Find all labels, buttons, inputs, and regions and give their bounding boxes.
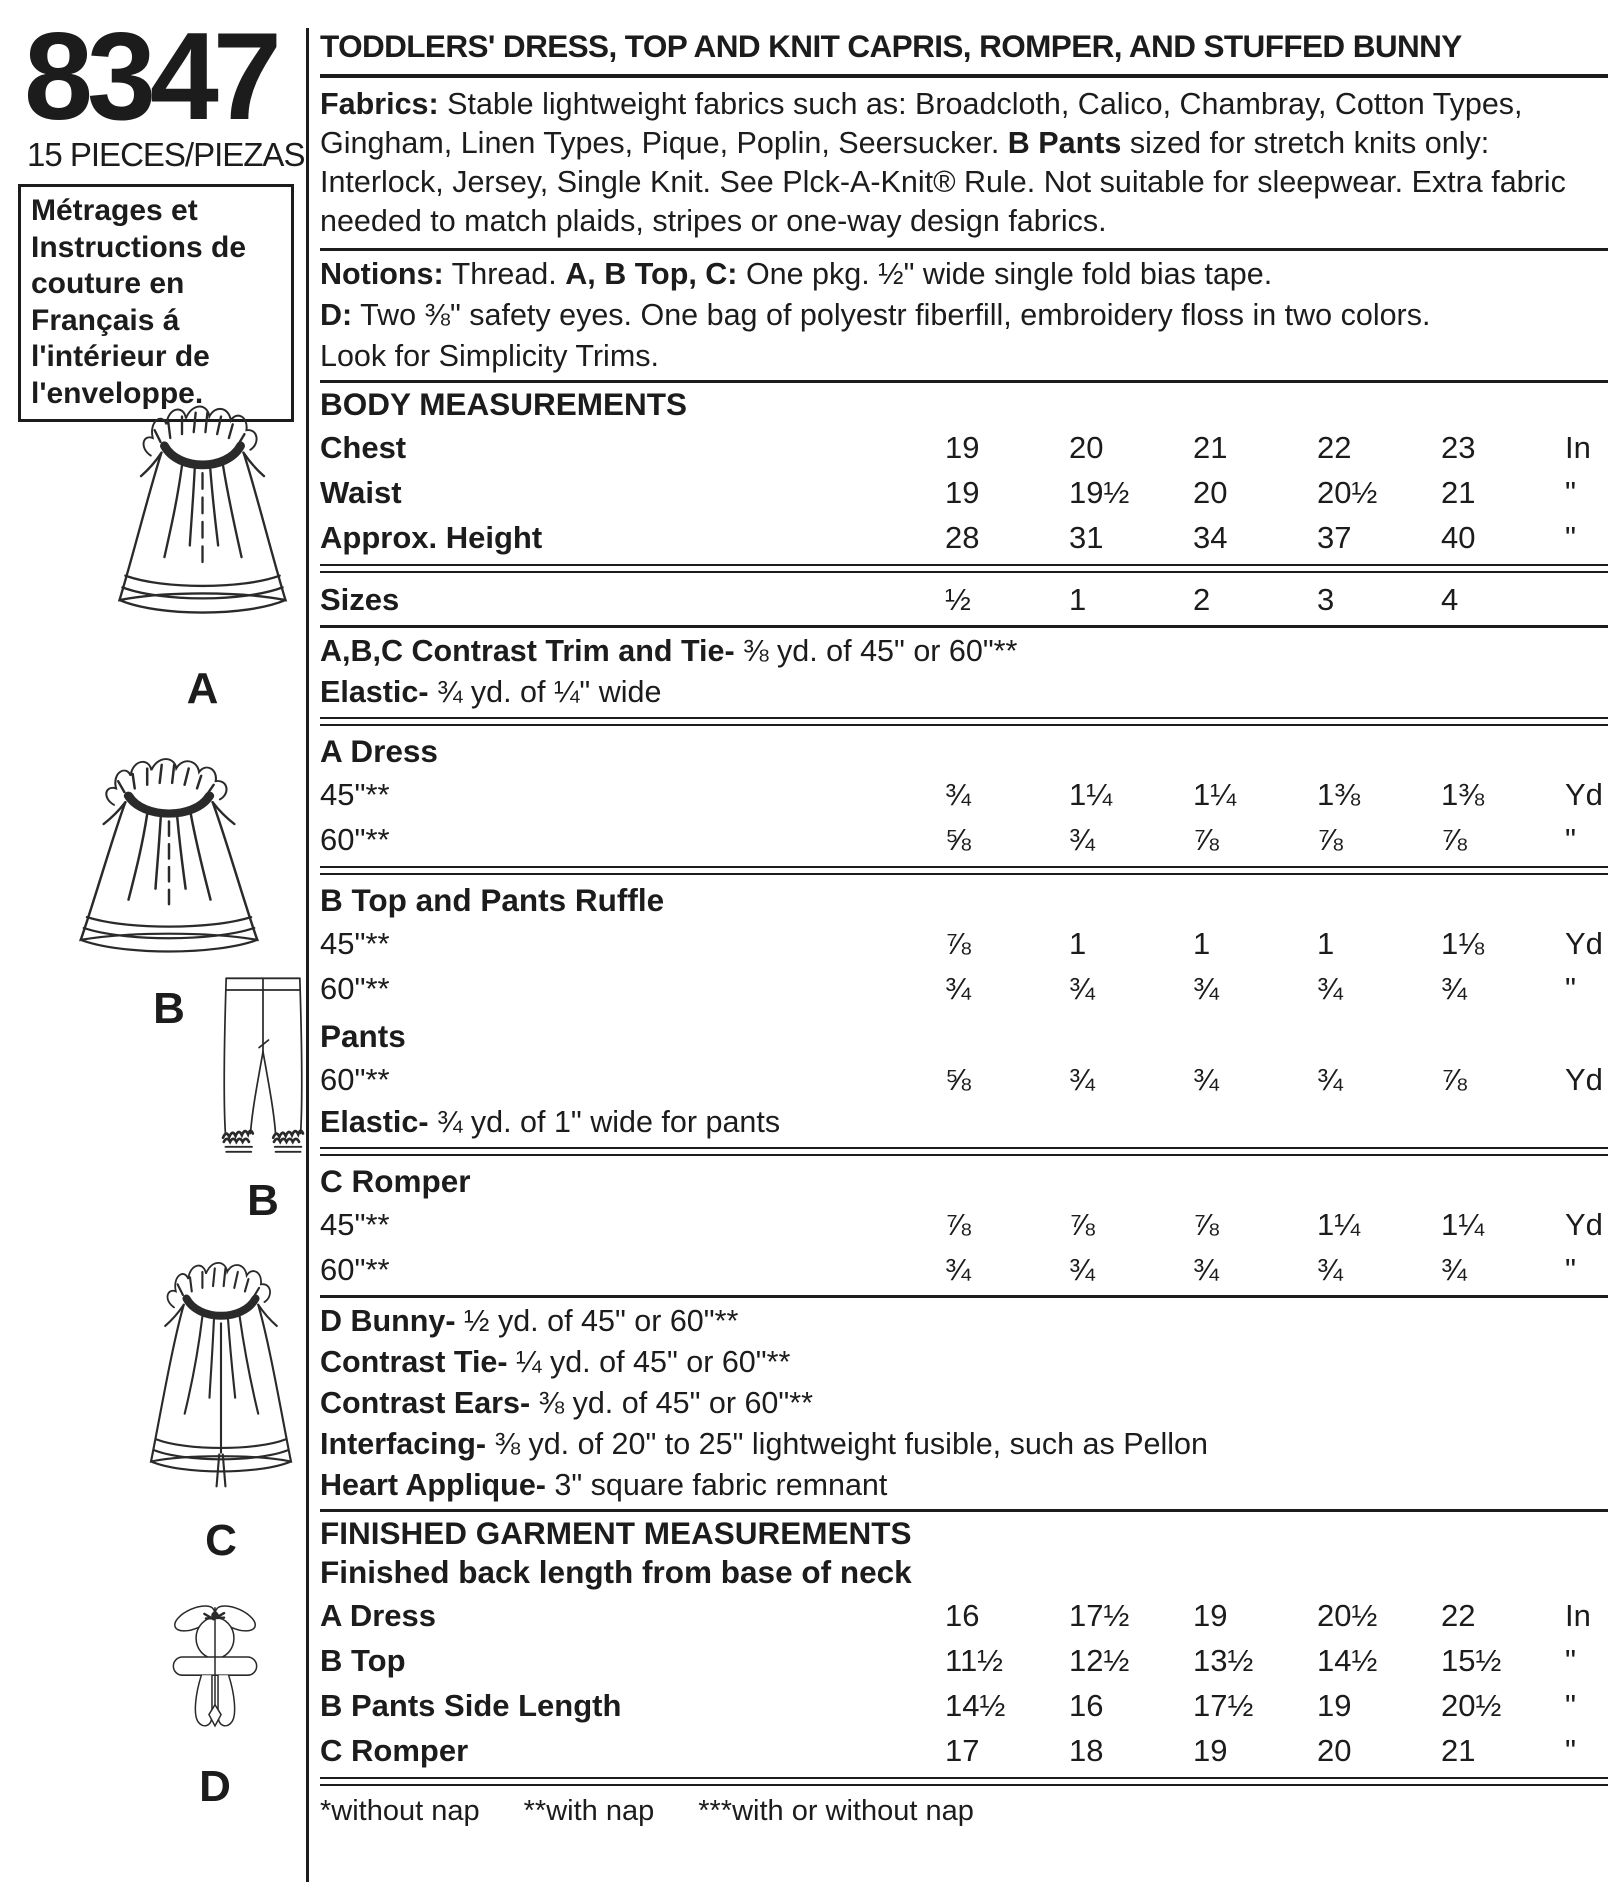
unit-cell: " xyxy=(1565,821,1577,857)
finished-value-cell: 14½ xyxy=(945,1687,1006,1723)
measure-label-cell: Sizes xyxy=(320,581,400,617)
finished-value-cell: 17½ xyxy=(1069,1597,1130,1633)
finished-value-cell: 19 xyxy=(1193,1597,1228,1633)
finished-value-cell: 21 xyxy=(1441,1732,1476,1768)
requirement-line xyxy=(320,1342,1608,1383)
trim-line-label: Elastic- xyxy=(320,675,429,709)
requirement-line xyxy=(320,1301,1608,1342)
notions-d-label: D: xyxy=(320,298,353,332)
figure-label-b-top: B xyxy=(153,984,185,1033)
unit-cell: " xyxy=(1565,519,1577,555)
finished-value-cell: 16 xyxy=(1069,1687,1104,1723)
pieces-count: 15 PIECES/PIEZAS xyxy=(27,136,305,173)
width-label-cell: 60"** xyxy=(320,1061,390,1097)
pants-rows xyxy=(320,1057,1608,1102)
finished-value-cell: 15½ xyxy=(1441,1642,1502,1678)
notions-text-2: One pkg. ½" wide single fold bias tape. xyxy=(745,257,1273,291)
notions-label: Notions: xyxy=(320,257,444,291)
b-ruffle-yardage-table xyxy=(320,921,1608,1011)
top-b-illustration xyxy=(60,752,278,980)
body-measurements-rows xyxy=(320,425,1608,560)
sizes-table xyxy=(320,577,1608,622)
capris-b-illustration xyxy=(216,970,310,1166)
yardage-value-cell: ⅝ xyxy=(945,1061,971,1097)
yardage-value-cell: ⅝ xyxy=(945,821,971,857)
french-note-box: Métrages et Instructions de couture en Français á l'intérieur de l'enveloppe. xyxy=(18,184,294,422)
requirement-line xyxy=(320,1383,1608,1424)
finished-rows xyxy=(320,1593,1608,1773)
unit-cell: " xyxy=(1565,1251,1577,1287)
b-ruffle-rows xyxy=(320,921,1608,1011)
table-row xyxy=(320,1638,1608,1683)
footnote-item: *without nap xyxy=(320,1795,480,1827)
requirement-line xyxy=(320,1424,1608,1465)
yardage-value-cell: 1 xyxy=(1069,925,1087,961)
yardage-value-cell: ¾ xyxy=(1317,1061,1343,1097)
yardage-value-cell: 1⅛ xyxy=(1441,925,1485,961)
nap-footnotes xyxy=(320,1795,1608,1828)
trim-line-text: ⅜ yd. of 45" or 60"** xyxy=(743,634,1018,668)
yardage-value-cell: ⅞ xyxy=(1441,1061,1467,1097)
rule-below-sizes xyxy=(320,625,1608,628)
unit-cell: " xyxy=(1565,1642,1577,1678)
rule-above-footnotes xyxy=(320,1777,1608,1786)
rule-after-a-dress xyxy=(320,866,1608,875)
yardage-value-cell: ¾ xyxy=(1317,1251,1343,1287)
table-row xyxy=(320,817,1608,862)
measure-value-cell: 21 xyxy=(1441,474,1476,510)
unit-cell: Yd xyxy=(1565,1206,1603,1242)
width-label-cell: 45"** xyxy=(320,1206,390,1242)
rule-after-c-romper xyxy=(320,1295,1608,1298)
pants-elastic-text: ¾ yd. of 1" wide for pants xyxy=(436,1105,781,1139)
measure-value-cell: 1 xyxy=(1069,581,1087,617)
a-dress-yardage-table xyxy=(320,772,1608,862)
table-row xyxy=(320,1728,1608,1773)
pattern-number: 8347 xyxy=(24,8,276,146)
yardage-value-cell: ⅞ xyxy=(945,925,971,961)
rule-after-fabrics xyxy=(320,248,1608,251)
c-romper-rows xyxy=(320,1202,1608,1292)
unit-cell: " xyxy=(1565,970,1577,1006)
width-label-cell: 60"** xyxy=(320,970,390,1006)
requirement-text: ¼ yd. of 45" or 60"** xyxy=(516,1345,791,1379)
unit-cell: " xyxy=(1565,1732,1577,1768)
sizes-rows xyxy=(320,577,1608,622)
body-measurements-heading: BODY MEASUREMENTS xyxy=(320,386,687,422)
rule-above-sizes xyxy=(320,564,1608,573)
c-romper-heading: C Romper xyxy=(320,1163,471,1199)
yardage-value-cell: ¾ xyxy=(1193,1061,1219,1097)
unit-cell: Yd xyxy=(1565,1061,1603,1097)
finished-value-cell: 22 xyxy=(1441,1597,1476,1633)
measure-label-cell: Chest xyxy=(320,429,407,465)
measure-value-cell: 3 xyxy=(1317,581,1335,617)
table-row xyxy=(320,966,1608,1011)
finished-measurements-heading: FINISHED GARMENT MEASUREMENTS xyxy=(320,1515,912,1551)
rule-after-notions xyxy=(320,380,1608,383)
table-row xyxy=(320,1202,1608,1247)
finished-value-cell: 16 xyxy=(945,1597,980,1633)
yardage-value-cell: ¾ xyxy=(1441,970,1467,1006)
yardage-value-cell: 1¼ xyxy=(1069,776,1113,812)
measure-value-cell: 19 xyxy=(945,474,980,510)
yardage-value-cell: ¾ xyxy=(945,1251,971,1287)
table-row xyxy=(320,515,1608,560)
yardage-value-cell: ¾ xyxy=(1317,970,1343,1006)
a-dress-rows xyxy=(320,772,1608,862)
yardage-value-cell: ⅞ xyxy=(1317,821,1343,857)
trim-line xyxy=(320,672,1608,713)
table-row xyxy=(320,1247,1608,1292)
fabrics-label: Fabrics: xyxy=(320,87,439,121)
finished-value-cell: 19 xyxy=(1193,1732,1228,1768)
table-row xyxy=(320,425,1608,470)
b-ruffle-heading: B Top and Pants Ruffle xyxy=(320,882,665,918)
pants-elastic-line xyxy=(320,1102,1608,1143)
figure-label-d: D xyxy=(199,1762,231,1811)
requirement-label: Heart Applique- xyxy=(320,1468,546,1502)
measure-value-cell: 28 xyxy=(945,519,980,555)
measure-value-cell: 4 xyxy=(1441,581,1459,617)
yardage-value-cell: ¾ xyxy=(1069,970,1095,1006)
measure-label-cell: Approx. Height xyxy=(320,519,543,555)
measure-value-cell: 20 xyxy=(1069,429,1104,465)
unit-cell: In xyxy=(1565,429,1591,465)
yardage-value-cell: ⅞ xyxy=(1193,821,1219,857)
trim-line-label: A,B,C Contrast Trim and Tie- xyxy=(320,634,735,668)
unit-cell: Yd xyxy=(1565,776,1603,812)
body-measurements-table xyxy=(320,425,1608,560)
trim-line xyxy=(320,631,1608,672)
finished-value-cell: 12½ xyxy=(1069,1642,1130,1678)
table-row xyxy=(320,1593,1608,1638)
yardage-value-cell: ⅞ xyxy=(1441,821,1467,857)
c-romper-yardage-table xyxy=(320,1202,1608,1292)
garment-label-cell: B Pants Side Length xyxy=(320,1687,622,1723)
measure-value-cell: 37 xyxy=(1317,519,1352,555)
measure-value-cell: 31 xyxy=(1069,519,1104,555)
table-row xyxy=(320,577,1608,622)
finished-value-cell: 17 xyxy=(945,1732,980,1768)
measure-value-cell: 22 xyxy=(1317,429,1352,465)
notions-d-text: Two ⅜" safety eyes. One bag of polyestr fiberfill, embroidery floss in two colors. xyxy=(360,298,1431,332)
table-row xyxy=(320,470,1608,515)
fabrics-text-2: sized for stretch knits only: Interlock, Jersey, Single Knit. See Plck-A-Knit® Rule. Not suitable for sleepwear. Extra fabric needed to match plaids, stripes or one-way design fabrics. xyxy=(320,126,1566,238)
figure-label-a: A xyxy=(186,664,219,713)
width-label-cell: 45"** xyxy=(320,925,390,961)
table-row xyxy=(320,921,1608,966)
yardage-value-cell: ⅞ xyxy=(1193,1206,1219,1242)
unit-cell xyxy=(1565,577,1608,622)
bunny-d-illustration xyxy=(162,1588,268,1748)
width-label-cell: 60"** xyxy=(320,821,390,857)
requirement-label: Contrast Tie- xyxy=(320,1345,508,1379)
garment-label-cell: C Romper xyxy=(320,1732,469,1768)
romper-c-illustration xyxy=(128,1252,314,1508)
unit-cell: Yd xyxy=(1565,925,1603,961)
measure-value-cell: 20½ xyxy=(1317,474,1378,510)
unit-cell: In xyxy=(1565,1597,1591,1633)
measure-value-cell: 19 xyxy=(945,429,980,465)
measure-value-cell: 20 xyxy=(1193,474,1228,510)
yardage-value-cell: ⅞ xyxy=(1069,1206,1095,1242)
garment-label-cell: B Top xyxy=(320,1642,406,1678)
measure-value-cell: 23 xyxy=(1441,429,1476,465)
dress-a-illustration xyxy=(100,392,305,650)
measure-value-cell: 2 xyxy=(1193,581,1211,617)
figure-label-b-pants: B xyxy=(247,1176,279,1225)
bunny-requirement-lines xyxy=(320,1301,1608,1506)
pants-heading: Pants xyxy=(320,1018,406,1054)
yardage-value-cell: ¾ xyxy=(1193,970,1219,1006)
notions-d-line xyxy=(320,295,1608,336)
fabrics-bold-b-pants: B Pants xyxy=(1007,126,1122,160)
finished-value-cell: 18 xyxy=(1069,1732,1104,1768)
yardage-value-cell: 1⅜ xyxy=(1441,776,1485,812)
yardage-value-cell: ¾ xyxy=(1069,821,1095,857)
yardage-value-cell: ¾ xyxy=(945,970,971,1006)
yardage-value-cell: ¾ xyxy=(1193,1251,1219,1287)
measure-value-cell: 34 xyxy=(1193,519,1228,555)
a-dress-heading: A Dress xyxy=(320,733,438,769)
column-divider xyxy=(306,28,309,1882)
measure-label-cell: Waist xyxy=(320,474,402,510)
measure-value-cell: 19½ xyxy=(1069,474,1130,510)
finished-value-cell: 11½ xyxy=(945,1642,1004,1678)
notions-line xyxy=(320,254,1608,295)
fabrics-text-1: Stable lightweight fabrics such as: Broadcloth, Calico, Chambray, Cotton Types, Gingham, Linen Types, Pique, Poplin, Seersucker. xyxy=(320,87,1523,160)
measure-value-cell: ½ xyxy=(945,581,971,617)
requirement-text: 3" square fabric remnant xyxy=(554,1468,888,1502)
unit-cell: " xyxy=(1565,1687,1577,1723)
notions-text-1: Thread. xyxy=(451,257,557,291)
yardage-value-cell: ¾ xyxy=(1069,1061,1095,1097)
measure-value-cell: 21 xyxy=(1193,429,1228,465)
requirement-text: ⅜ yd. of 45" or 60"** xyxy=(538,1386,813,1420)
look-for-line: Look for Simplicity Trims. xyxy=(320,339,659,373)
requirement-text: ½ yd. of 45" or 60"** xyxy=(464,1304,739,1338)
finished-measurements-subheading: Finished back length from base of neck xyxy=(320,1554,912,1590)
measure-value-cell: 40 xyxy=(1441,519,1476,555)
finished-measurements-table xyxy=(320,1593,1608,1773)
yardage-value-cell: ¾ xyxy=(1441,1251,1467,1287)
finished-value-cell: 20½ xyxy=(1317,1597,1378,1633)
pants-elastic-label: Elastic- xyxy=(320,1105,429,1139)
yardage-value-cell: 1¼ xyxy=(1193,776,1237,812)
rule-after-pants xyxy=(320,1147,1608,1156)
rule-after-bunny xyxy=(320,1509,1608,1512)
finished-value-cell: 14½ xyxy=(1317,1642,1378,1678)
finished-value-cell: 13½ xyxy=(1193,1642,1254,1678)
yardage-value-cell: 1 xyxy=(1317,925,1335,961)
page-title: TODDLERS' DRESS, TOP AND KNIT CAPRIS, ROMPER, AND STUFFED BUNNY xyxy=(320,24,1608,78)
finished-value-cell: 20½ xyxy=(1441,1687,1502,1723)
finished-value-cell: 20 xyxy=(1317,1732,1352,1768)
requirement-line xyxy=(320,1465,1608,1506)
finished-value-cell: 19 xyxy=(1317,1687,1352,1723)
unit-cell: " xyxy=(1565,474,1577,510)
requirement-label: Contrast Ears- xyxy=(320,1386,531,1420)
yardage-value-cell: 1 xyxy=(1193,925,1211,961)
garment-label-cell: A Dress xyxy=(320,1597,437,1633)
pants-yardage-table xyxy=(320,1057,1608,1102)
requirement-label: Interfacing- xyxy=(320,1427,487,1461)
yardage-value-cell: ¾ xyxy=(945,776,971,812)
width-label-cell: 45"** xyxy=(320,776,390,812)
yardage-value-cell: 1¼ xyxy=(1317,1206,1361,1242)
yardage-value-cell: 1⅜ xyxy=(1317,776,1361,812)
notions-bold-views: A, B Top, C: xyxy=(565,257,738,291)
table-row xyxy=(320,772,1608,817)
width-label-cell: 60"** xyxy=(320,1251,390,1287)
info-panel xyxy=(320,24,1608,1828)
contrast-trim-lines xyxy=(320,631,1608,713)
trim-line-text: ¾ yd. of ¼" wide xyxy=(436,675,662,709)
requirement-text: ⅜ yd. of 20" to 25" lightweight fusible, such as Pellon xyxy=(494,1427,1208,1461)
table-row xyxy=(320,1057,1608,1102)
yardage-value-cell: 1¼ xyxy=(1441,1206,1485,1242)
figure-label-c: C xyxy=(205,1516,237,1565)
finished-value-cell: 17½ xyxy=(1193,1687,1254,1723)
footnote-item: ***with or without nap xyxy=(698,1795,974,1827)
requirement-label: D Bunny- xyxy=(320,1304,456,1338)
fabrics-paragraph xyxy=(320,85,1608,241)
yardage-value-cell: ¾ xyxy=(1069,1251,1095,1287)
table-row xyxy=(320,1683,1608,1728)
footnote-item: **with nap xyxy=(523,1795,655,1827)
rule-after-trim xyxy=(320,717,1608,726)
yardage-value-cell: ⅞ xyxy=(945,1206,971,1242)
